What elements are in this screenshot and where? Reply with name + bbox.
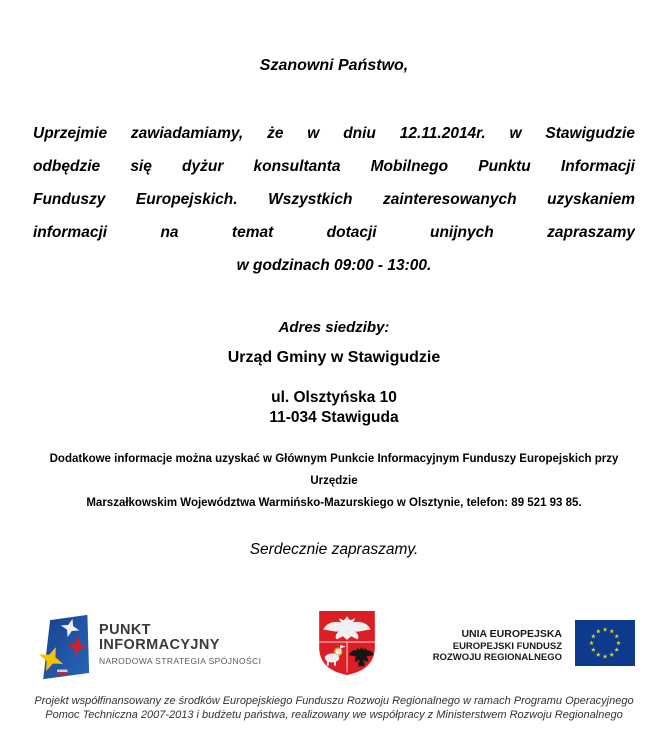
- footer-line: Projekt współfinansowany ze środków Europejskiego Funduszu Rozwoju Regionalnego w ramach Programu Operacyjnego: [34, 695, 634, 707]
- paragraph-line: Funduszy Europejskich. Wszystkich zainteresowanych uzyskaniem: [33, 191, 635, 208]
- funding-footer: [33, 694, 635, 722]
- nss-logo-text: [99, 623, 261, 687]
- nss-flag-icon: [38, 612, 90, 687]
- additional-info-line: Marszałkowskim Województwa Warmińsko-Mazurskiego w Olsztynie, telefon: 89 521 93 85.: [86, 497, 582, 509]
- additional-info: [33, 448, 635, 514]
- closing-line: Serdecznie zapraszamy.: [249, 541, 419, 558]
- paragraph-line: Uprzejmie zawiadamiamy, że w dniu 12.11.2014r. w Stawigudzie: [33, 125, 635, 142]
- warminsko-mazurskie-coat-of-arms-icon: [316, 610, 378, 681]
- footer-line: Pomoc Techniczna 2007-2013 i budżetu państwa, realizowany we współpracy z Ministerstwem Rozwoju Regionalnego: [45, 709, 623, 721]
- address-city: 11-034 Stawiguda: [269, 408, 399, 426]
- paragraph-line: odbędzie się dyżur konsultanta Mobilnego Punktu Informacji: [33, 158, 635, 175]
- eu-flag-icon: [575, 620, 635, 671]
- paragraph-line: informacji na temat dotacji unijnych zapraszamy: [33, 224, 635, 241]
- nss-title-line1: PUNKT: [99, 622, 151, 638]
- address-street: ul. Olsztyńska 10: [271, 389, 397, 406]
- nss-logo: [38, 612, 261, 687]
- eu-logo-text: [433, 628, 562, 663]
- additional-info-line: Dodatkowe informacje można uzyskać w Głównym Punkcie Informacyjnym Funduszy Europejskich przy Urzędzie: [49, 453, 619, 487]
- announcement-paragraph: [33, 117, 635, 282]
- nss-subtitle: NARODOWA STRATEGIA SPÓJNOŚCI: [99, 656, 262, 666]
- nss-title-line2: INFORMACYJNY: [99, 637, 220, 653]
- eu-logo: [433, 620, 635, 671]
- eu-fund-line2: ROZWOJU REGIONALNEGO: [432, 652, 562, 663]
- address-block: [33, 388, 635, 427]
- eu-fund-line1: EUROPEJSKI FUNDUSZ: [452, 641, 562, 652]
- address-office: Urząd Gminy w Stawigudzie: [227, 349, 441, 366]
- eu-title: UNIA EUROPEJSKA: [461, 628, 562, 640]
- paragraph-line-hours: w godzinach 09:00 - 13:00.: [236, 257, 432, 274]
- logo-row: [33, 610, 635, 684]
- address-heading: Adres siedziby:: [278, 319, 390, 336]
- salutation: Szanowni Państwo,: [259, 57, 409, 74]
